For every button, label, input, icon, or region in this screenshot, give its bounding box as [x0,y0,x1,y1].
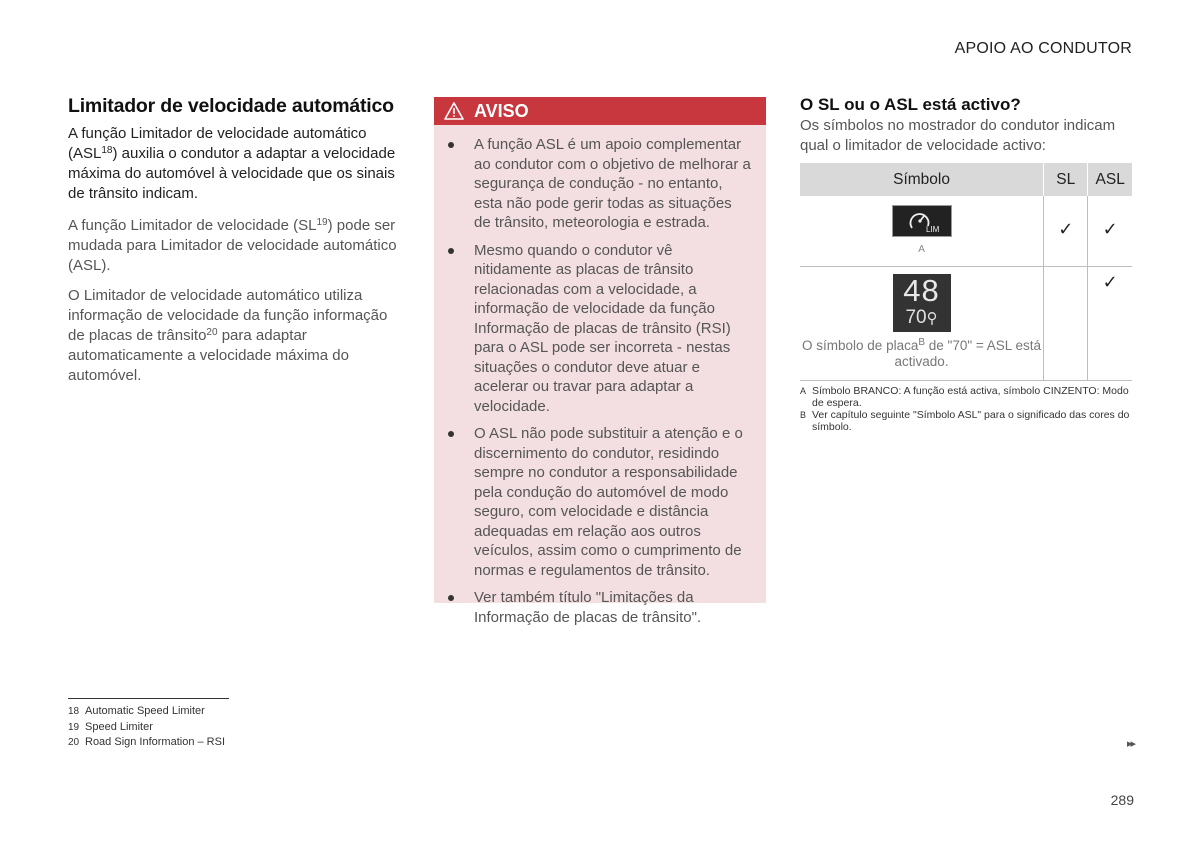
note-text: Símbolo BRANCO: A função está activa, símbolo CINZENTO: Modo de espera. [812,385,1129,409]
footnote-divider [68,698,229,699]
sl-check-cell [1044,196,1088,267]
lead-text: A função Limitador de velocidade automático (ASL [68,125,367,162]
lead-paragraph [68,124,400,204]
bullet-icon [448,142,454,148]
current-speed: 48 [903,273,940,308]
footnote-number: 20 [68,737,80,748]
footnote-ref-19[interactable]: 19 [316,217,328,228]
subsection-title: O SL ou o ASL está activo? [800,95,1021,114]
table-note [800,409,1132,433]
caption-text: O símbolo de placa [802,338,919,353]
symbol-table [800,163,1132,381]
note-marker-a: A [918,244,925,255]
asl-check-cell [1088,267,1132,381]
footnote [68,735,225,751]
asl-speed-sign-icon [893,274,951,332]
sign-speed [893,308,951,329]
section-title: Limitador de velocidade automático [68,95,394,117]
check-icon: ✓ [1102,219,1118,239]
check-icon: ✓ [1102,272,1118,292]
next-page-arrow-icon[interactable]: ▸▸ [1126,738,1134,750]
header-sl: SL [1044,163,1088,196]
lim-label: LIM [925,225,939,234]
warning-item [448,135,752,233]
speed-limiter-lim-icon [892,205,952,237]
warning-item [448,588,752,627]
sign-pin-icon: ⚲ [926,310,938,327]
check-icon: ✓ [1058,219,1074,239]
footnote-number: 18 [68,706,80,717]
symbol-cell [800,267,1044,381]
warning-header [434,97,766,125]
note-mark: A [800,386,807,396]
table-note [800,385,1132,409]
p3-text: O Limitador de velocidade automático utiliza informação de velocidade da função informação de placas de trânsito [68,287,388,344]
lead-text-cont: ) auxilia o condutor a adaptar a velocidade máxima do automóvel à velocidade que os sinais de trânsito indicam. [68,145,396,202]
footnotes [68,704,225,751]
note-text: Ver capítulo seguinte "Símbolo ASL" para o significado das cores do símbolo. [812,409,1130,433]
footnote-ref-18[interactable]: 18 [101,145,113,156]
warning-triangle-icon [444,101,464,121]
intro-paragraph: Os símbolos no mostrador do condutor indicam qual o limitador de velocidade activo: [800,117,1116,154]
warning-list [434,125,766,627]
p2-text: A função Limitador de velocidade (SL [68,217,317,234]
sign-speed-value: 70 [905,307,927,328]
warning-item-text: O ASL não pode substituir a atenção e o discernimento do condutor, residindo sempre no condutor a responsabilidade pela condução do automóvel de modo seguro, com velocidade e distância adequadas em relação aos outros veículos, assim como o cumprimento de normas e regulamentos de trânsito. [474,425,743,579]
footnote-text: Automatic Speed Limiter [85,705,205,717]
asl-check-cell [1088,196,1132,267]
footnote [68,704,225,720]
check-icon [1045,268,1086,272]
warning-item-text: Mesmo quando o condutor vê nitidamente as placas de trânsito relacionadas com a velocidade, a informação de velocidade da função Informação de placas de trânsito (RSI) para o ASL pode ser incorreta - nestas situações o condutor deve atuar e acelerar ou travar para adaptar a velocidade. [474,241,731,415]
symbol-cell [800,196,1044,267]
warning-box [434,97,766,626]
warning-item-text: A função ASL é um apoio complementar ao condutor com o objetivo de melhorar a segurança de condução - no entanto, esta não pode gerir todas as situações de trânsito, meteorologia e estrada. [474,136,751,231]
table-notes [800,385,1132,433]
header-symbol: Símbolo [800,163,1044,196]
warning-item [448,241,752,417]
bullet-icon [448,248,454,254]
warning-title: AVISO [474,100,529,121]
footnote-ref-20[interactable]: 20 [206,327,218,338]
warning-item [448,424,752,580]
symbol-caption [801,338,1042,370]
footnote-text: Road Sign Information – RSI [85,736,226,748]
note-mark: B [800,410,807,420]
header-asl: ASL [1088,163,1132,196]
note-ref-b[interactable]: B [918,337,926,348]
paragraph-sl [68,216,400,276]
bullet-icon [448,431,454,437]
table-row [800,267,1132,381]
page-number: 289 [1110,792,1134,808]
p2-text-cont: ) pode ser mudada para Limitador de velocidade automático (ASL). [68,217,397,274]
section-header: APOIO AO CONDUTOR [954,40,1132,57]
right-column [800,95,1132,433]
warning-item-text: Ver também título "Limitações da Informação de placas de trânsito". [474,589,702,626]
left-column [68,95,400,396]
p3-text-cont: para adaptar automaticamente a velocidade máxima do automóvel. [68,327,349,384]
caption-text-cont: de "70" = ASL está activado. [894,338,1042,369]
footnote-number: 19 [68,721,80,733]
footnote-text: Speed Limiter [85,720,153,733]
paragraph-rsi [68,286,400,386]
footnote [68,720,225,736]
table-row [800,196,1132,267]
table-header-row [800,163,1132,196]
bullet-icon [448,595,454,601]
sl-check-cell [1044,267,1088,381]
